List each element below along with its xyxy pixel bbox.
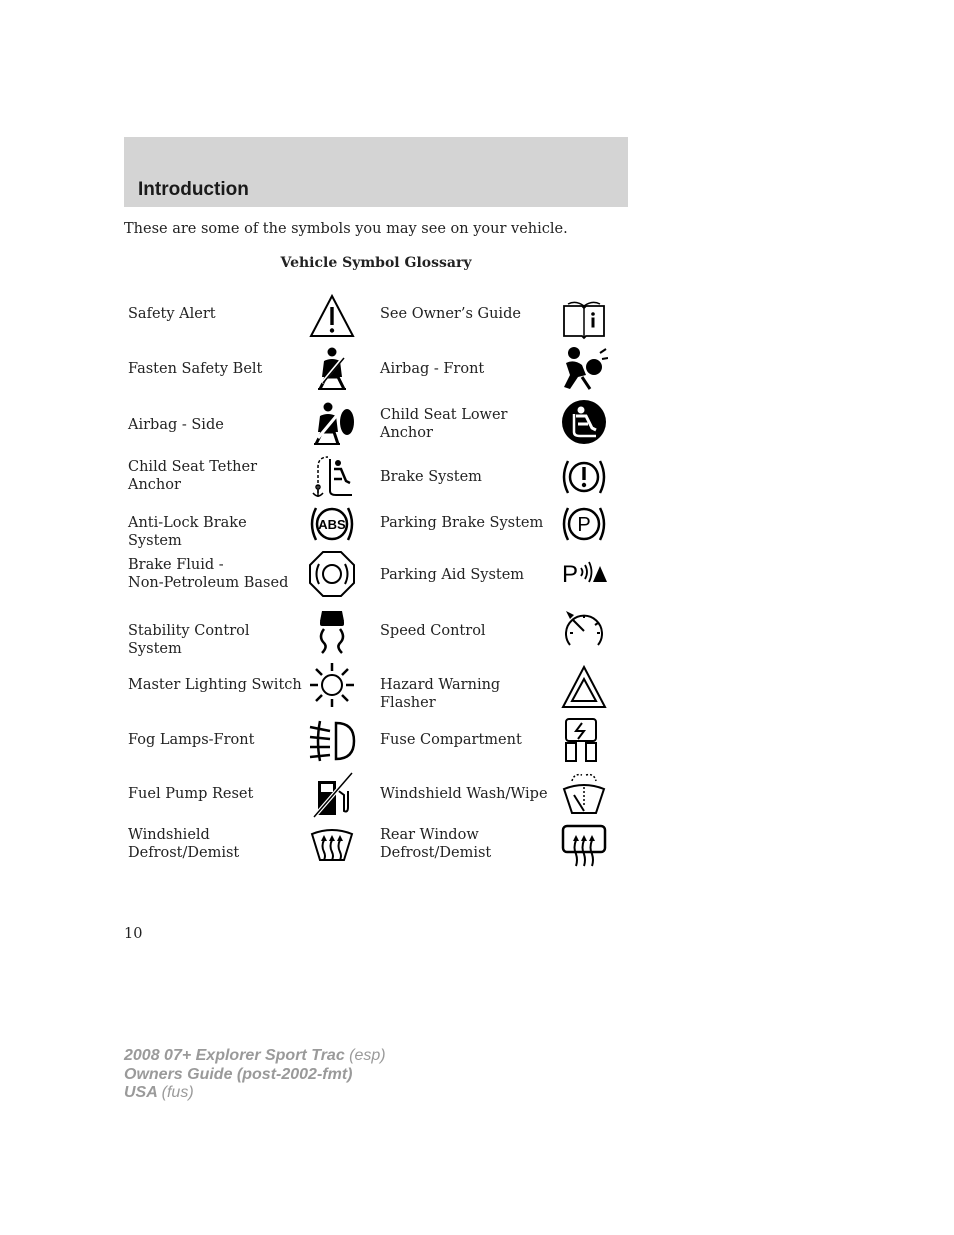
symbol-label: Fuel Pump Reset: [128, 786, 254, 802]
parking-aid-text: P: [562, 561, 579, 588]
intro-text: These are some of the symbols you may see on your vehicle.: [124, 221, 568, 237]
symbol-label: Fog Lamps-Front: [128, 732, 255, 748]
parking-brake-icon: [560, 500, 608, 548]
brake-fluid-icon: [308, 550, 356, 598]
symbol-label: Safety Alert: [128, 306, 216, 322]
symbol-label: Stability Control System: [128, 623, 250, 657]
airbag-side-icon: [308, 400, 356, 448]
symbol-label: Anti-Lock Brake System: [128, 515, 247, 549]
symbol-label: Master Lighting Switch: [128, 677, 302, 693]
section-title: Introduction: [138, 179, 249, 200]
symbol-label: Brake Fluid - Non-Petroleum Based: [128, 557, 289, 591]
symbol-label: See Owner’s Guide: [380, 306, 521, 322]
symbol-label: Rear Window Defrost/Demist: [380, 827, 492, 861]
footer-model-code: (esp): [349, 1047, 386, 1064]
fog-lamps-icon: [308, 717, 356, 765]
fuel-pump-reset-icon: [308, 771, 356, 819]
symbol-label: Hazard Warning Flasher: [380, 677, 501, 711]
glossary-row: [124, 607, 628, 657]
footer-line-2: [124, 1066, 386, 1085]
symbol-label: Fuse Compartment: [380, 732, 522, 748]
footer-guide: Owners Guide (post-2002-fmt): [124, 1065, 353, 1083]
abs-text: ABS: [318, 517, 346, 532]
stability-control-icon: [308, 607, 356, 655]
symbol-label: Fasten Safety Belt: [128, 361, 263, 377]
glossary-row: [124, 503, 628, 548]
symbol-label: Child Seat Lower Anchor: [380, 407, 508, 441]
glossary-row: [124, 455, 628, 500]
airbag-front-icon: [560, 345, 608, 393]
glossary-row: [124, 553, 628, 601]
parking-aid-icon: [560, 550, 608, 598]
symbol-label: Parking Brake System: [380, 515, 544, 531]
glossary-row: [124, 770, 628, 820]
symbol-label: Windshield Wash/Wipe: [380, 786, 548, 802]
symbol-label: Windshield Defrost/Demist: [128, 827, 240, 861]
symbol-label: Parking Aid System: [380, 567, 525, 583]
windshield-wash-wipe-icon: [560, 771, 608, 819]
footer-market: USA: [124, 1084, 158, 1101]
footer-line-1: [124, 1047, 386, 1066]
owners-guide-icon: [560, 296, 608, 344]
brake-system-icon: [560, 453, 608, 501]
fuse-compartment-icon: [560, 717, 608, 765]
rear-window-defrost-icon: [560, 822, 608, 870]
child-seat-lower-anchor-icon: [560, 398, 608, 446]
glossary-row: [124, 661, 628, 711]
symbol-label: Child Seat Tether Anchor: [128, 459, 257, 493]
footer-market-code: (fus): [161, 1084, 194, 1101]
windshield-defrost-icon: [308, 820, 356, 868]
symbol-label: Airbag - Side: [128, 417, 224, 433]
glossary-row: [124, 826, 628, 870]
master-lighting-icon: [308, 661, 356, 709]
footer: [124, 1047, 386, 1103]
page-number: 10: [124, 926, 143, 942]
safety-alert-icon: [308, 292, 356, 340]
glossary-row: [124, 290, 628, 340]
glossary-row: [124, 716, 628, 766]
glossary-row: [124, 398, 628, 450]
abs-icon: [308, 500, 356, 548]
child-seat-tether-anchor-icon: [308, 453, 356, 501]
hazard-flasher-icon: [560, 663, 608, 711]
footer-line-3: [124, 1084, 386, 1103]
footer-model: 2008 07+ Explorer Sport Trac: [124, 1047, 345, 1064]
speed-control-icon: [560, 607, 608, 655]
symbol-label: Airbag - Front: [380, 361, 485, 377]
glossary-row: [124, 345, 628, 395]
safety-belt-icon: [308, 345, 356, 393]
header-band: [124, 137, 628, 207]
symbol-label: Speed Control: [380, 623, 486, 639]
symbol-label: Brake System: [380, 469, 482, 485]
glossary-title: Vehicle Symbol Glossary: [280, 255, 472, 271]
parking-brake-text: P: [577, 514, 591, 536]
